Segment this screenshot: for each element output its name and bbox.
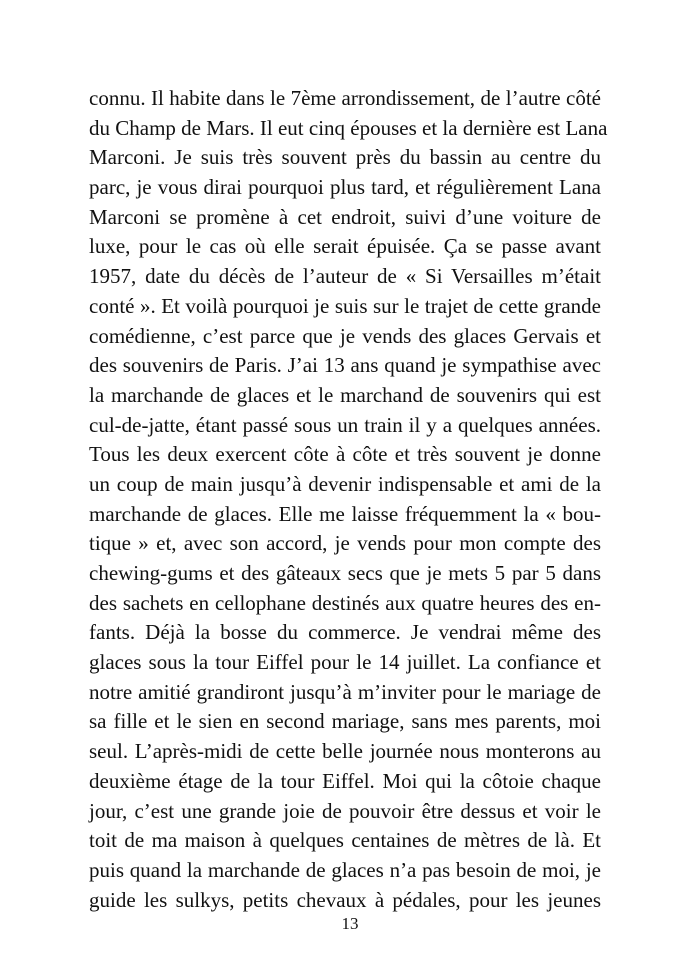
text-line-23: seul. L’après-midi de cette belle journée nous monterons au <box>89 739 601 764</box>
page-number: 13 <box>341 914 359 933</box>
text-line-3: Marconi. Je suis très souvent près du bassin au centre du <box>89 145 601 170</box>
text-line-12: cul-de-jatte, étant passé sous un train il y a quelques années. <box>89 412 601 437</box>
text-line-9: comédienne, c’est parce que je vends des glaces Gervais et <box>89 323 601 348</box>
text-line-18: des sachets en cellophane destinés aux quatre heures des en- <box>89 590 601 615</box>
text-line-19: fants. Déjà la bosse du commerce. Je vendrai même des <box>89 620 601 645</box>
text-line-10: des souvenirs de Paris. J’ai 13 ans quand je sympathise avec <box>89 353 601 378</box>
text-line-4: parc, je vous dirai pourquoi plus tard, et régulièrement Lana <box>89 175 601 200</box>
text-line-25: jour, c’est une grande joie de pouvoir être dessus et voir le <box>89 798 601 823</box>
text-line-20: glaces sous la tour Eiffel pour le 14 juillet. La confiance et <box>89 650 601 675</box>
text-line-22: sa fille et le sien en second mariage, sans mes parents, moi <box>89 709 601 734</box>
text-line-1: connu. Il habite dans le 7ème arrondissement, de l’autre côté <box>89 86 601 110</box>
text-line-7: 1957, date du décès de l’auteur de « Si Versailles m’était <box>89 264 601 289</box>
text-line-26: toit de ma maison à quelques centaines de mètres de là. Et <box>89 828 601 853</box>
text-line-16: tique » et, avec son accord, je vends pour mon compte des <box>89 531 601 556</box>
text-line-24: deuxième étage de la tour Eiffel. Moi qui la côtoie chaque <box>89 768 601 793</box>
text-line-17: chewing-gums et des gâteaux secs que je mets 5 par 5 dans <box>89 561 601 585</box>
body-text <box>89 84 608 915</box>
text-line-5: Marconi se promène à cet endroit, suivi d’une voiture de <box>89 204 601 229</box>
text-line-15: marchande de glaces. Elle me laisse fréquemment la « bou- <box>89 501 601 526</box>
text-line-6: luxe, pour le cas où elle serait épuisée. Ça se passe avant <box>89 234 601 259</box>
text-line-14: un coup de main jusqu’à devenir indispensable et ami de la <box>89 471 601 496</box>
text-line-8: conté ». Et voilà pourquoi je suis sur le trajet de cette grande <box>89 293 601 318</box>
text-line-21: notre amitié grandiront jusqu’à m’inviter pour le mariage de <box>89 679 601 704</box>
text-line-27: puis quand la marchande de glaces n’a pas besoin de moi, je <box>89 857 601 882</box>
text-line-2: du Champ de Mars. Il eut cinq épouses et la dernière est Lana <box>89 115 608 140</box>
text-line-28: guide les sulkys, petits chevaux à pédales, pour les jeunes <box>89 887 601 912</box>
text-line-13: Tous les deux exercent côte à côte et très souvent je donne <box>89 442 601 467</box>
text-line-11: la marchande de glaces et le marchand de souvenirs qui est <box>89 382 601 407</box>
